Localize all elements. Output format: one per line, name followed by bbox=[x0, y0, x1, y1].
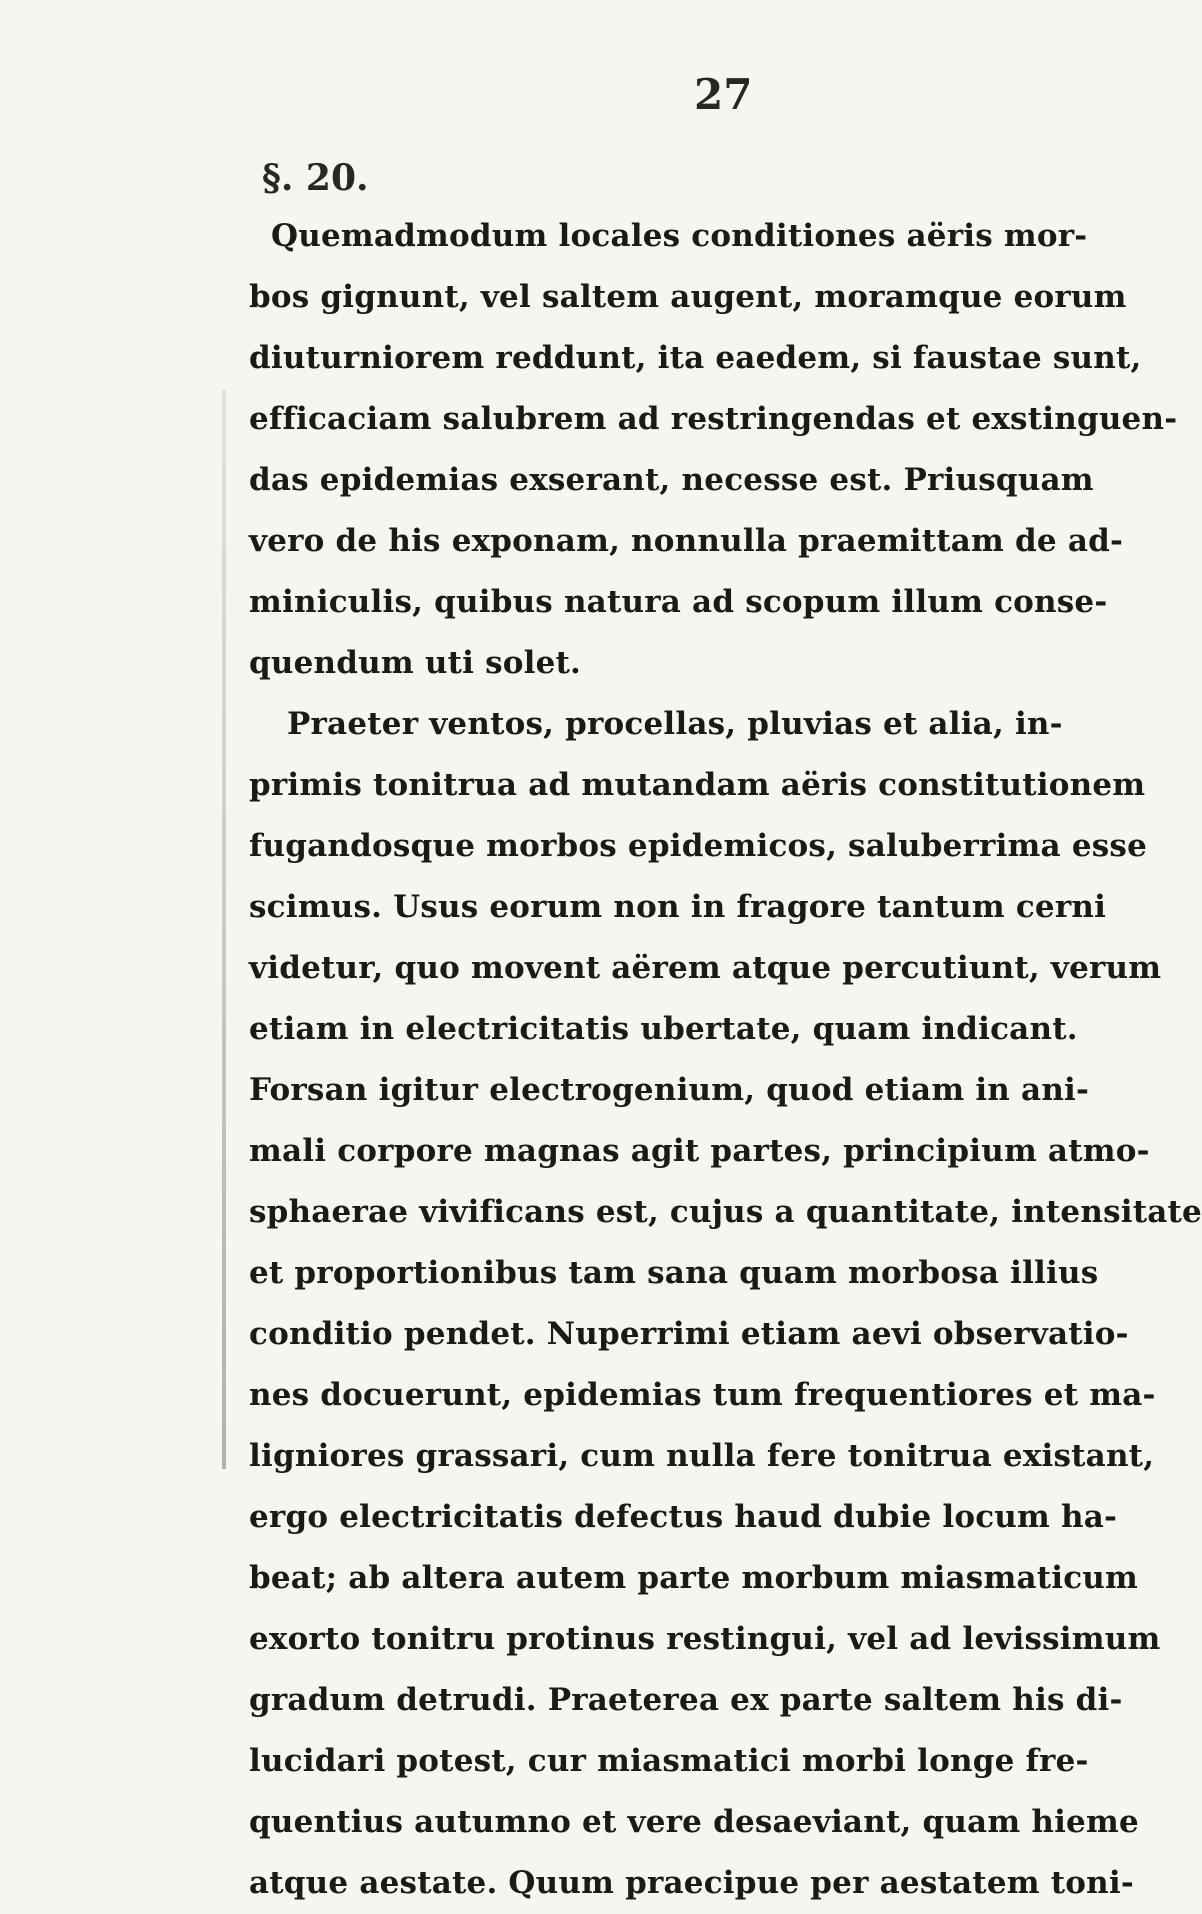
text-line: das epidemias exserant, necesse est. Priusquam bbox=[249, 462, 1094, 498]
text-line: videtur, quo movent aërem atque percutiunt, verum bbox=[249, 950, 1162, 986]
text-line: Praeter ventos, procellas, pluvias et alia, in- bbox=[287, 706, 1063, 742]
text-line: ligniores grassari, cum nulla fere tonitrua existant, bbox=[249, 1438, 1155, 1474]
text-line: quendum uti solet. bbox=[249, 645, 582, 681]
text-line: sphaerae vivificans est, cujus a quantitate, intensitate bbox=[249, 1194, 1202, 1230]
text-line: miniculis, quibus natura ad scopum illum conse- bbox=[249, 584, 1108, 620]
text-line: scimus. Usus eorum non in fragore tantum cerni bbox=[249, 889, 1107, 925]
text-line: fugandosque morbos epidemicos, saluberrima esse bbox=[249, 828, 1147, 864]
section-heading: §. 20. bbox=[262, 157, 369, 199]
text-line: ergo electricitatis defectus haud dubie locum ha- bbox=[249, 1499, 1118, 1535]
text-line: efficaciam salubrem ad restringendas et exstinguen- bbox=[249, 401, 1178, 437]
text-line: vero de his exponam, nonnulla praemittam de ad- bbox=[249, 523, 1124, 559]
text-line: Quemadmodum locales conditiones aëris mor- bbox=[271, 218, 1088, 254]
text-line: nes docuerunt, epidemias tum frequentiores et ma- bbox=[249, 1377, 1156, 1413]
text-line: bos gignunt, vel saltem augent, moramque eorum bbox=[249, 279, 1127, 315]
text-line: conditio pendet. Nuperrimi etiam aevi observatio- bbox=[249, 1316, 1129, 1352]
text-line: exorto tonitru protinus restingui, vel ad levissimum bbox=[249, 1621, 1161, 1657]
body-text bbox=[249, 206, 1202, 1914]
text-line: atque aestate. Quum praecipue per aestatem toni- bbox=[249, 1865, 1134, 1901]
page-number: 27 bbox=[694, 70, 753, 119]
left-margin-shadow bbox=[222, 390, 226, 1469]
text-line: etiam in electricitatis ubertate, quam indicant. bbox=[249, 1011, 1078, 1047]
text-line: lucidari potest, cur miasmatici morbi longe fre- bbox=[249, 1743, 1089, 1779]
text-line: Forsan igitur electrogenium, quod etiam in ani- bbox=[249, 1072, 1090, 1108]
text-line: mali corpore magnas agit partes, principium atmo- bbox=[249, 1133, 1150, 1169]
text-line: et proportionibus tam sana quam morbosa illius bbox=[249, 1255, 1099, 1291]
text-line: quentius autumno et vere desaeviant, quam hieme bbox=[249, 1804, 1139, 1840]
text-line: beat; ab altera autem parte morbum miasmaticum bbox=[249, 1560, 1139, 1596]
text-line: diuturniorem reddunt, ita eaedem, si faustae sunt, bbox=[249, 340, 1142, 376]
text-line: gradum detrudi. Praeterea ex parte saltem his di- bbox=[249, 1682, 1123, 1718]
text-line: primis tonitrua ad mutandam aëris constitutionem bbox=[249, 767, 1146, 803]
